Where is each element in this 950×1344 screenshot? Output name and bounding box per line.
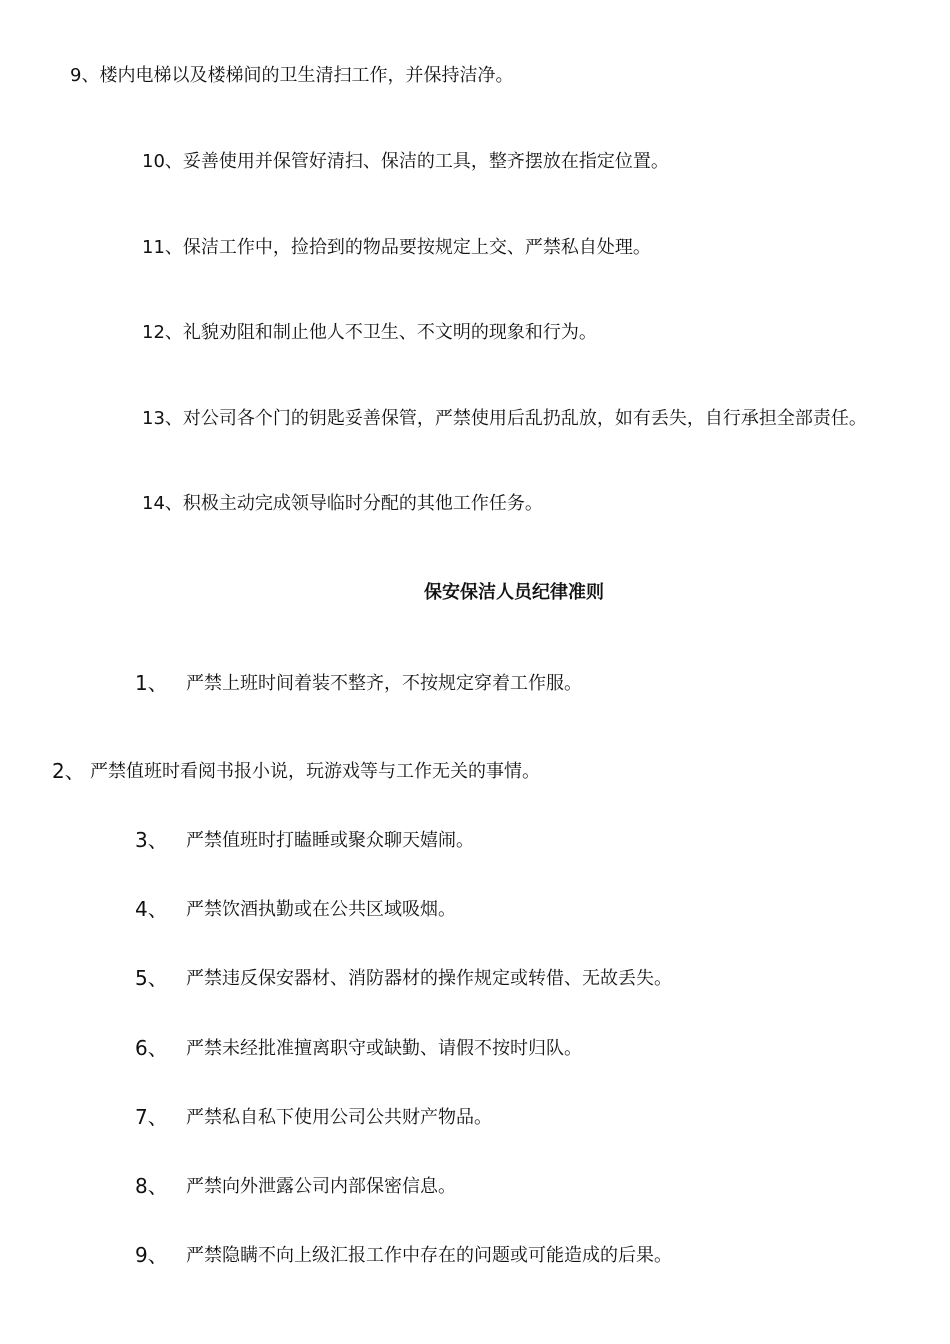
duty-item-14: 14、积极主动完成领导临时分配的其他工作任务。 bbox=[142, 493, 543, 514]
rule-number: 7、 bbox=[135, 1105, 168, 1129]
duty-item-9: 9、楼内电梯以及楼梯间的卫生清扫工作，并保持洁净。 bbox=[70, 65, 514, 86]
duty-item-13: 13、对公司各个门的钥匙妥善保管，严禁使用后乱扔乱放，如有丢失，自行承担全部责任。 bbox=[142, 408, 867, 429]
rule-number: 6、 bbox=[135, 1036, 168, 1060]
rule-number: 5、 bbox=[135, 966, 168, 990]
section-title: 保安保洁人员纪律准则 bbox=[424, 582, 604, 603]
rule-number: 1、 bbox=[135, 671, 168, 695]
rule-number: 4、 bbox=[135, 897, 168, 921]
rule-text: 严禁值班时看阅书报小说，玩游戏等与工作无关的事情。 bbox=[90, 761, 540, 782]
rule-text: 严禁值班时打瞌睡或聚众聊天嬉闹。 bbox=[186, 830, 474, 851]
duty-item-11: 11、保洁工作中，捡拾到的物品要按规定上交、严禁私自处理。 bbox=[142, 237, 651, 258]
rule-text: 严禁违反保安器材、消防器材的操作规定或转借、无故丢失。 bbox=[186, 968, 672, 989]
rule-text: 严禁饮酒执勤或在公共区域吸烟。 bbox=[186, 899, 456, 920]
duty-item-12: 12、礼貌劝阻和制止他人不卫生、不文明的现象和行为。 bbox=[142, 322, 597, 343]
rule-number: 9、 bbox=[135, 1243, 168, 1267]
rule-text: 严禁未经批准擅离职守或缺勤、请假不按时归队。 bbox=[186, 1038, 582, 1059]
duty-item-10: 10、妥善使用并保管好清扫、保洁的工具，整齐摆放在指定位置。 bbox=[142, 151, 669, 172]
rule-number: 2、 bbox=[52, 759, 85, 783]
rule-text: 严禁上班时间着装不整齐，不按规定穿着工作服。 bbox=[186, 673, 582, 694]
rule-number: 3、 bbox=[135, 828, 168, 852]
rule-text: 严禁私自私下使用公司公共财产物品。 bbox=[186, 1107, 492, 1128]
rule-number: 8、 bbox=[135, 1174, 168, 1198]
rule-text: 严禁隐瞒不向上级汇报工作中存在的问题或可能造成的后果。 bbox=[186, 1245, 672, 1266]
rule-text: 严禁向外泄露公司内部保密信息。 bbox=[186, 1176, 456, 1197]
